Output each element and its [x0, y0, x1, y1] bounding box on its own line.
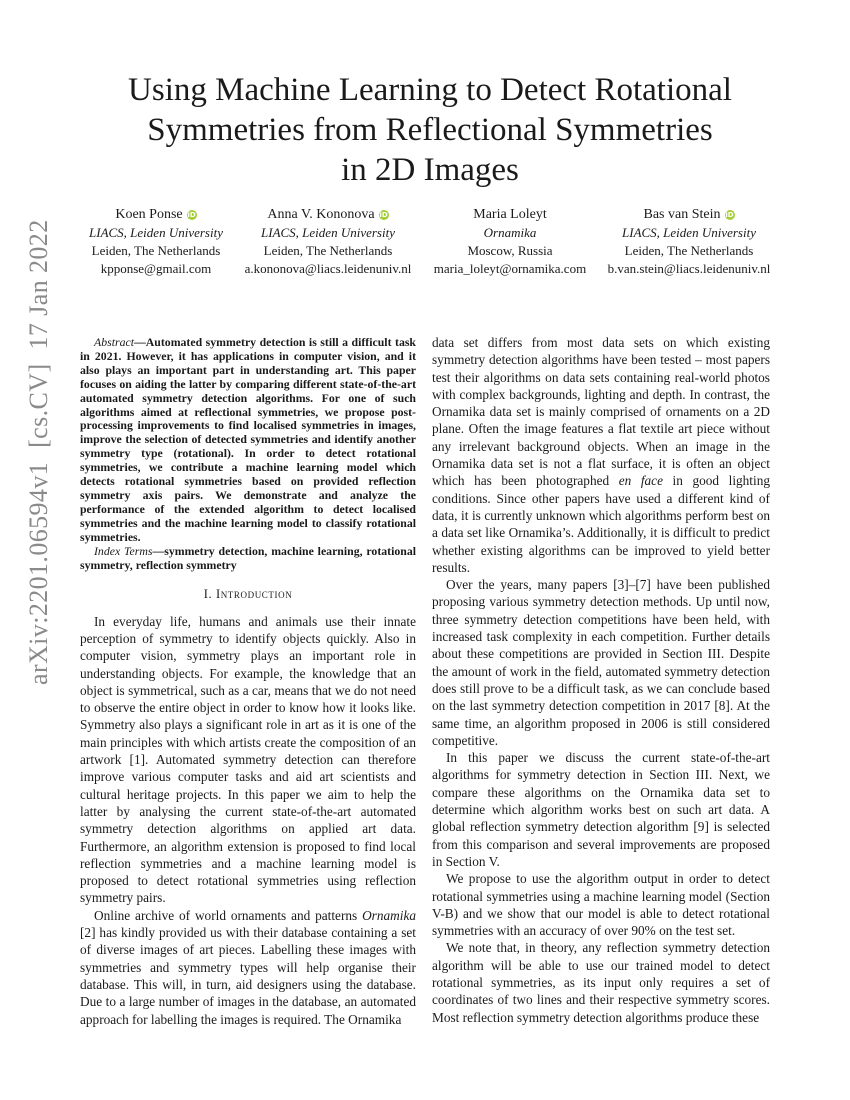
body-text: Online archive of world ornaments and patterns: [94, 907, 363, 923]
author-name: Anna V. Kononova: [267, 207, 375, 222]
left-column: [80, 336, 416, 1028]
orcid-icon[interactable]: iD: [379, 211, 388, 219]
author-affiliation: LIACS, Leiden University: [622, 225, 756, 240]
author-name: Bas van Stein: [643, 207, 721, 222]
author-name-row: [232, 206, 424, 224]
section-number: I.: [203, 587, 213, 602]
author-location: Leiden, The Netherlands: [91, 243, 221, 258]
author-affiliation: LIACS, Leiden University: [89, 225, 223, 240]
author-name-row: [80, 206, 232, 224]
author-card: [424, 206, 596, 278]
body-paragraph-continued: [432, 334, 770, 576]
author-block: [80, 206, 790, 278]
author-location: Leiden, The Netherlands: [263, 243, 393, 258]
author-affiliation: Ornamika: [483, 225, 537, 240]
abstract-paragraph: [80, 336, 416, 545]
body-emphasis: Ornamika: [362, 907, 416, 923]
title-line: Using Machine Learning to Detect Rotational: [128, 72, 732, 108]
body-text: data set differs from most data sets on which existing symmetry detection algorithms have been tested – most papers test their algorithms on data sets containing real-world photos with complex backgrounds, lighting and depth. In contrast, the Ornamika data set is mainly comprised of ornaments on a 2D plane. Often the image features a flat textile art piece without any irrelevant background objects. When an image in the Ornamika data set is not a flat surface, it is often an object which has been photographed: [432, 335, 770, 489]
abstract: [80, 336, 416, 572]
title-line: Symmetries from Reflectional Symmetries: [147, 112, 713, 148]
author-location: Moscow, Russia: [467, 243, 553, 258]
abstract-text: —Automated symmetry detection is still a difficult task in 2021. However, it has applications in computer vision, and it also plays an important part in understanding art. This paper focuses on aiding the latter by comparing different state-of-the-art automated symmetry detection algorithms. For one of such algorithms aimed at reflectional symmetries, we propose post-processing improvements to find localised symmetries in images, improve the selection of detected symmetries and identify another symmetry type (rotational). In order to detect rotational symmetries, we contribute a machine learning model which detects rotational symmetries based on provided reflection symmetry axis pairs. We demonstrate and analyze the performance of the extended algorithm to detect localised symmetries and the machine learning model to classify rotational symmetries.: [80, 335, 416, 544]
arxiv-id[interactable]: arXiv:2201.06594v1: [24, 461, 53, 685]
arxiv-date: 17 Jan 2022: [24, 219, 53, 350]
author-name-row: [424, 206, 596, 224]
orcid-icon[interactable]: iD: [187, 211, 196, 219]
author-name: Maria Loleyt: [473, 207, 547, 222]
author-name-row: [596, 206, 782, 224]
arxiv-category: [cs.CV]: [24, 363, 53, 448]
index-terms-text: —symmetry detection, machine learning, rotational symmetry, reflection symmetry: [80, 543, 416, 572]
index-terms-lead: Index Terms: [94, 543, 153, 558]
arxiv-stamp: [24, 219, 54, 685]
author-name: Koen Ponse: [115, 207, 183, 222]
orcid-icon[interactable]: iD: [725, 211, 734, 219]
author-affiliation: LIACS, Leiden University: [261, 225, 395, 240]
body-emphasis: en face: [618, 473, 663, 489]
title-line: in 2D Images: [341, 152, 519, 188]
author-email[interactable]: kpponse@gmail.com: [100, 261, 212, 276]
author-card: [232, 206, 424, 278]
section-heading: [80, 586, 416, 603]
author-email[interactable]: a.kononova@liacs.leidenuniv.nl: [244, 261, 412, 276]
author-card: [596, 206, 782, 278]
body-text: [2] has kindly provided us with their database containing a set of diverse images of art pieces. Labelling these images with symmetries and symmetry types will help organise their database. This will, in turn, aid designers using the database. Due to a large number of images in the database, an automated approach for labelling the images is required. The Ornamika: [80, 925, 416, 1027]
author-email[interactable]: b.van.stein@liacs.leidenuniv.nl: [607, 261, 771, 276]
author-email[interactable]: maria_loleyt@ornamika.com: [433, 261, 587, 276]
body-paragraph: In this paper we discuss the current state-of-the-art algorithms for symmetry detection in Section III. Next, we compare these algorithms on the Ornamika data set to determine which algorithm works best on such art data. A global reflection symmetry detection algorithm [9] is selected from this comparison and several improvements are proposed in Section V.: [432, 750, 770, 869]
index-terms: [80, 545, 416, 573]
section-title: Introduction: [215, 587, 293, 602]
author-location: Leiden, The Netherlands: [624, 243, 754, 258]
right-column: [432, 334, 770, 1026]
abstract-lead: Abstract: [94, 335, 134, 349]
body-paragraph: We propose to use the algorithm output in order to detect rotational symmetries using a machine learning model (Section V-B) and we show that our model is able to detect rotational symmetries with an accuracy of over 90% on the test set.: [432, 871, 770, 939]
body-paragraph: We note that, in theory, any reflection symmetry detection algorithm will be able to use our trained model to detect rotational symmetries, as its input only requires a set of coordinates of two lines and their respective symmetry scores. Most reflection symmetry detection algorithms produce these: [432, 940, 770, 1025]
author-card: [80, 206, 232, 278]
body-text: in good lighting conditions. Since other papers have used a different kind of data, it is currently unknown which algorithms perform best on a data set like Ornamika’s. Additionally, it is difficult to predict whether existing algorithms can be improved to yield better results.: [432, 473, 770, 575]
body-paragraph: Over the years, many papers [3]–[7] have been published proposing various symmetry detection methods. Up until now, three symmetry detection competitions have been held, with increased task complexity in each competition. Further details about these competitions are provided in Section III. Despite the amount of work in the field, automated symmetry detection does still prove to be a difficult task, as we can conclude based on the last symmetry detection competition in 2017 [8]. At the same time, an algorithm proposed in 2006 is still considered competitive.: [432, 577, 770, 748]
body-paragraph: [80, 907, 416, 1028]
paper-title: [60, 70, 800, 190]
body-paragraph: In everyday life, humans and animals use their innate perception of symmetry to identify objects quickly. Also in computer vision, symmetry plays an important role in understanding objects. For example, the knowledge that an object is symmetrical, such as a car, means that we do not need to observe the entire object in order to know how it looks like. Symmetry also plays a significant role in art as it is one of the main principles with which artists create the composition of an artwork [1]. Automated symmetry detection can therefore improve various computer tasks and aid art scientists and cultural heritage projects. In this paper we aim to help the latter by analysing the current state-of-the-art automated symmetry detection algorithms on applied art data. Furthermore, an algorithm extension is proposed to find local reflection symmetries and a machine learning model is proposed to detect rotational symmetries using reflection symmetry pairs.: [80, 613, 416, 906]
